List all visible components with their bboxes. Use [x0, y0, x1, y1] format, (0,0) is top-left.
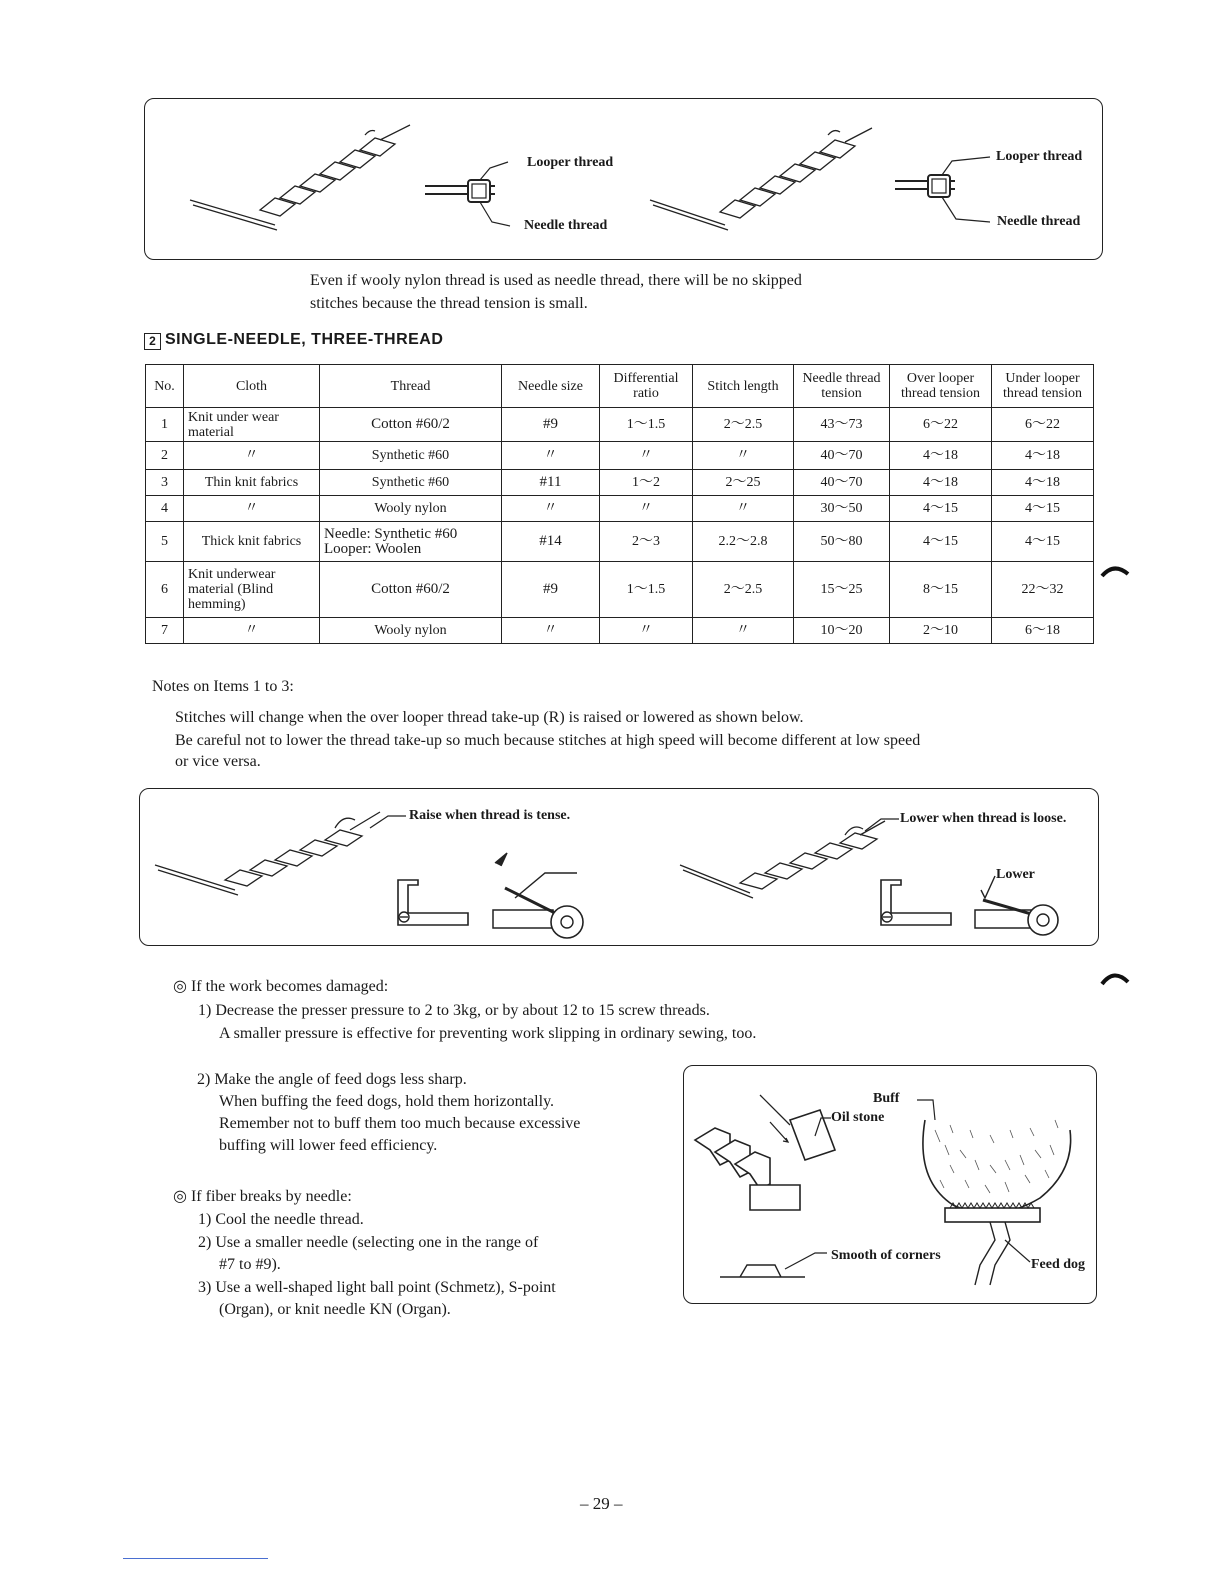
- cell: 6～18: [992, 618, 1094, 644]
- cell: 6～22: [890, 408, 992, 442]
- cell: #14: [502, 522, 600, 562]
- cell: 22～32: [992, 562, 1094, 618]
- cell: 5: [146, 522, 184, 562]
- cell: 〃: [184, 496, 320, 522]
- buff-label: Buff: [873, 1091, 900, 1106]
- cell: Thin knit fabrics: [184, 470, 320, 496]
- header-needle-thread-tension: Needle thread tension: [794, 365, 890, 408]
- cell: Thick knit fabrics: [184, 522, 320, 562]
- cell: 4～18: [992, 470, 1094, 496]
- header-no: No.: [146, 365, 184, 408]
- stitch-illustration-raise: [155, 810, 395, 910]
- cell: 40～70: [794, 470, 890, 496]
- table-row: [146, 562, 1094, 618]
- page-number: – 29 –: [580, 1494, 623, 1513]
- lower-label: Lower when thread is loose.: [900, 811, 1067, 826]
- section-number-box: [144, 333, 161, 350]
- thread-cross-section-left: [420, 150, 530, 240]
- cell: 〃: [184, 618, 320, 644]
- fiber-item-3-line-1: 3) Use a well-shaped light ball point (Schmetz), S-point: [198, 1279, 556, 1296]
- cell: Knit underwear material (Blind hemming): [184, 562, 320, 618]
- cell: 7: [146, 618, 184, 644]
- header-stitch-length: Stitch length: [693, 365, 794, 408]
- lower-leader-line: [865, 815, 905, 835]
- cell: 4～18: [992, 442, 1094, 470]
- cell: 10～20: [794, 618, 890, 644]
- raise-leader-line: [370, 812, 410, 832]
- cell: 1～1.5: [600, 408, 693, 442]
- fiber-item-2-line-2: #7 to #9).: [219, 1256, 281, 1273]
- cell: 〃: [693, 496, 794, 522]
- cell: 2～10: [890, 618, 992, 644]
- cell: #11: [502, 470, 600, 496]
- thread-cross-section-right: [890, 145, 1000, 235]
- cell: 2～3: [600, 522, 693, 562]
- cell: #9: [502, 562, 600, 618]
- table-row: [146, 442, 1094, 470]
- intro-line-1: Even if wooly nylon thread is used as needle thread, there will be no skipped: [310, 272, 802, 289]
- footer-rule: [123, 1558, 268, 1559]
- cell: Wooly nylon: [320, 618, 502, 644]
- takeup-bracket-left: [390, 875, 480, 935]
- margin-mark-icon: [1100, 968, 1130, 988]
- header-thread: Thread: [320, 365, 502, 408]
- fiber-heading: ◎ If fiber breaks by needle:: [173, 1188, 352, 1205]
- notes-line-1: Stitches will change when the over looper thread take-up (R) is raised or lowered as shown below.: [175, 709, 804, 726]
- cell: 〃: [693, 618, 794, 644]
- cell: Cotton #60/2: [320, 408, 502, 442]
- cell: 〃: [600, 442, 693, 470]
- cell: 6: [146, 562, 184, 618]
- damage-item-2-line-4: buffing will lower feed efficiency.: [219, 1137, 438, 1154]
- damage-item-1-line-1: 1) Decrease the presser pressure to 2 to 3kg, or by about 12 to 15 screw threads.: [198, 1002, 710, 1019]
- cell: 1～1.5: [600, 562, 693, 618]
- table-header-row: [146, 365, 1094, 408]
- cell: 1～2: [600, 470, 693, 496]
- fiber-item-2-line-1: 2) Use a smaller needle (selecting one in the range of: [198, 1234, 539, 1251]
- section-title: SINGLE-NEEDLE, THREE-THREAD: [165, 331, 444, 348]
- table-row: [146, 618, 1094, 644]
- raise-label: Raise when thread is tense.: [409, 808, 571, 823]
- cell: 8～15: [890, 562, 992, 618]
- cell: 〃: [502, 618, 600, 644]
- cell: 〃: [184, 442, 320, 470]
- cell: Synthetic #60: [320, 442, 502, 470]
- cell: Knit under wear material: [184, 408, 320, 442]
- damage-heading: ◎ If the work becomes damaged:: [173, 978, 389, 995]
- cell: 15～25: [794, 562, 890, 618]
- smooth-corners-illustration: [715, 1245, 835, 1285]
- notes-line-3: or vice versa.: [175, 753, 261, 770]
- notes-heading: Notes on Items 1 to 3:: [152, 678, 294, 695]
- header-under-looper-tension: Under looper thread tension: [992, 365, 1094, 408]
- damage-item-2-line-2: When buffing the feed dogs, hold them horizontally.: [219, 1093, 555, 1110]
- cell: Synthetic #60: [320, 470, 502, 496]
- cell: 4: [146, 496, 184, 522]
- margin-mark-icon: [1100, 562, 1130, 582]
- cell: 4～15: [992, 522, 1094, 562]
- cell: 2～2.5: [693, 562, 794, 618]
- table-row: [146, 408, 1094, 442]
- intro-line-2: stitches because the thread tension is small.: [310, 295, 588, 312]
- damage-item-1-line-2: A smaller pressure is effective for preventing work slipping in ordinary sewing, too.: [219, 1025, 757, 1042]
- cell: Wooly nylon: [320, 496, 502, 522]
- header-over-looper-tension: Over looper thread tension: [890, 365, 992, 408]
- cell: 40～70: [794, 442, 890, 470]
- cell: 50～80: [794, 522, 890, 562]
- table-row: [146, 522, 1094, 562]
- cell: 6～22: [992, 408, 1094, 442]
- looper-thread-label-right: Looper thread: [996, 149, 1083, 164]
- cell: 2～2.5: [693, 408, 794, 442]
- cell: Needle: Synthetic #60 Looper: Woolen: [320, 522, 502, 562]
- cell: 2～25: [693, 470, 794, 496]
- stitch-illustration-right: [650, 130, 890, 240]
- header-differential-ratio: Differential ratio: [600, 365, 693, 408]
- cell: 〃: [502, 496, 600, 522]
- fiber-item-3-line-2: (Organ), or knit needle KN (Organ).: [219, 1301, 451, 1318]
- needle-thread-label-left: Needle thread: [524, 218, 608, 233]
- feed-dog-label: Feed dog: [1031, 1257, 1086, 1272]
- cell: 4～18: [890, 470, 992, 496]
- settings-table: [145, 364, 1094, 644]
- needle-thread-label-right: Needle thread: [997, 214, 1081, 229]
- oil-stone-label: Oil stone: [831, 1110, 885, 1125]
- cell: 〃: [502, 442, 600, 470]
- table-row: [146, 496, 1094, 522]
- takeup-bracket-right: [873, 875, 963, 935]
- cell: 2: [146, 442, 184, 470]
- fiber-item-1: 1) Cool the needle thread.: [198, 1211, 364, 1228]
- header-cloth: Cloth: [184, 365, 320, 408]
- smooth-corners-label: Smooth of corners: [831, 1248, 941, 1263]
- cell: 2.2～2.8: [693, 522, 794, 562]
- cell: 〃: [600, 496, 693, 522]
- stitch-illustration-left: [185, 130, 425, 240]
- cell: 4～18: [890, 442, 992, 470]
- section-number: 2: [149, 334, 156, 348]
- notes-line-2: Be careful not to lower the thread take-up so much because stitches at high speed will become different at low speed: [175, 732, 921, 749]
- cell: 4～15: [992, 496, 1094, 522]
- cell: 1: [146, 408, 184, 442]
- header-needle-size: Needle size: [502, 365, 600, 408]
- looper-thread-label-left: Looper thread: [527, 155, 614, 170]
- damage-item-2-line-1: 2) Make the angle of feed dogs less sharp.: [197, 1071, 467, 1088]
- takeup-lever-left: [485, 858, 595, 948]
- cell: 4～15: [890, 522, 992, 562]
- cell: 43～73: [794, 408, 890, 442]
- cell: #9: [502, 408, 600, 442]
- cell: 〃: [693, 442, 794, 470]
- damage-item-2-line-3: Remember not to buff them too much because excessive: [219, 1115, 581, 1132]
- cell: 〃: [600, 618, 693, 644]
- cell: 4～15: [890, 496, 992, 522]
- takeup-lever-right: [965, 868, 1065, 948]
- cell: Cotton #60/2: [320, 562, 502, 618]
- lower-short-label: Lower: [996, 867, 1035, 882]
- cell: 3: [146, 470, 184, 496]
- table-row: [146, 470, 1094, 496]
- cell: 30～50: [794, 496, 890, 522]
